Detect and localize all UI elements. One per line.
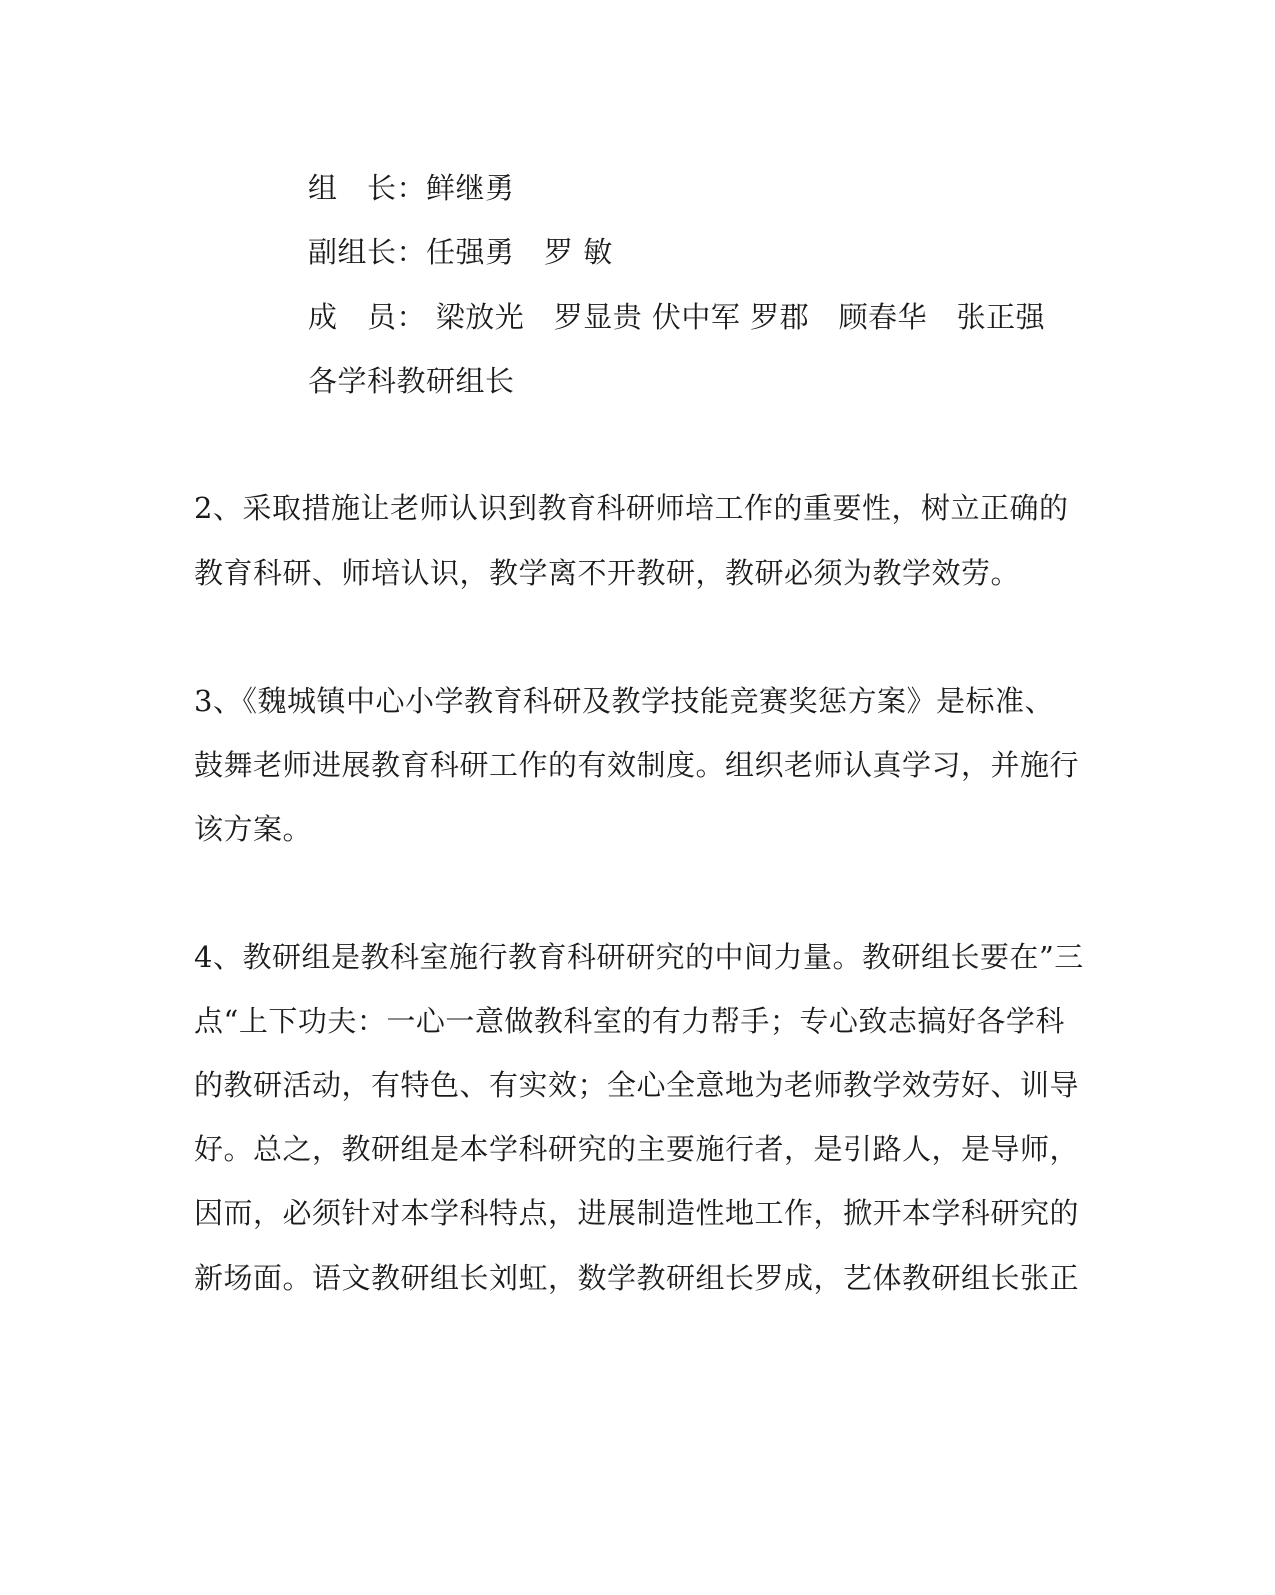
paragraph-3-line-1: 3、《魏城镇中心小学教育科研及教学技能竞赛奖惩方案》是标准、 [194, 684, 1054, 718]
paragraph-4-line-4: 好。总之，教研组是本学科研究的主要施行者，是引路人，是导师， [194, 1132, 1080, 1166]
paragraph-4-line-6: 新场面。语文教研组长刘虹，数学教研组长罗成，艺体教研组长张正 [194, 1261, 1080, 1295]
paragraph-3-line-2: 鼓舞老师进展教育科研工作的有效制度。组织老师认真学习，并施行 [194, 748, 1080, 782]
paragraph-2-line-2: 教育科研、师培认识，教学离不开教研，教研必须为教学效劳。 [194, 556, 1021, 590]
members-line: 成 员： 梁放光 罗显贵 伏中军 罗郡 顾春华 张正强 [308, 300, 1046, 334]
group-leader-line: 组 长：鲜继勇 [308, 171, 515, 205]
deputy-leader-line: 副组长：任强勇 罗 敏 [308, 235, 613, 269]
paragraph-2-line-1: 2、采取措施让老师认识到教育科研师培工作的重要性，树立正确的 [194, 491, 1069, 525]
members-line-continued: 各学科教研组长 [308, 364, 515, 398]
paragraph-4-line-1: 4、教研组是教科室施行教育科研研究的中间力量。教研组长要在”三 [194, 940, 1084, 974]
paragraph-3-line-3: 该方案。 [194, 812, 313, 846]
paragraph-4-line-2: 点“上下功夫：一心一意做教科室的有力帮手；专心致志搞好各学科 [194, 1004, 1065, 1038]
paragraph-4-line-3: 的教研活动，有特色、有实效；全心全意地为老师教学效劳好、训导 [194, 1068, 1080, 1102]
paragraph-4-line-5: 因而，必须针对本学科特点，进展制造性地工作，掀开本学科研究的 [194, 1196, 1080, 1230]
